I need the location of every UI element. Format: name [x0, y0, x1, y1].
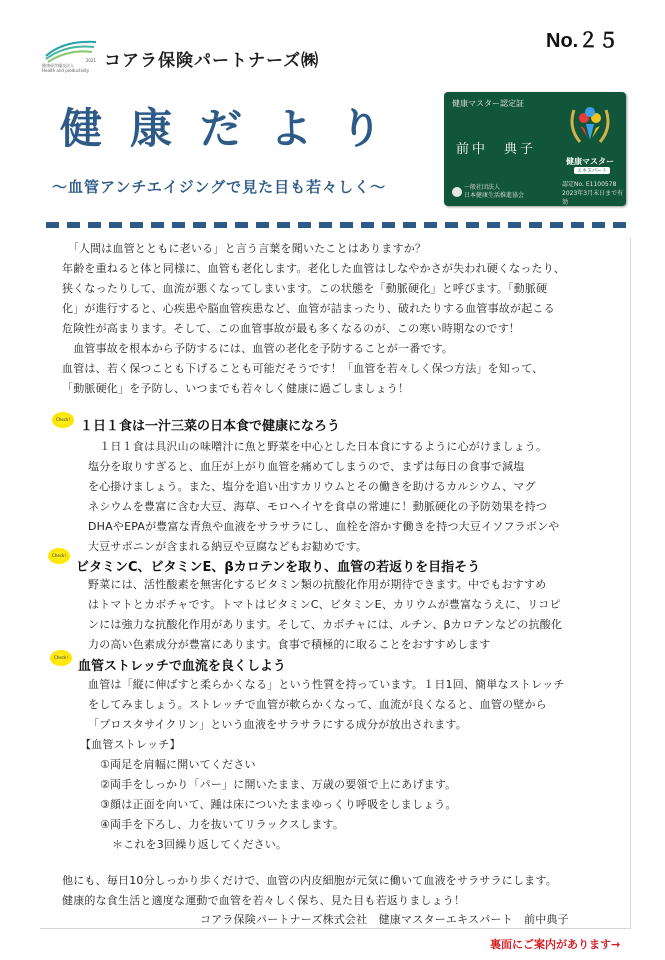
- card-cert-expiry: 2023年3月末日まで有効: [562, 190, 624, 206]
- intro-line: 化」が進行すると、心疾患や脳血管疾患など、血管が詰まったり、破れたりする血管事故が起こる: [62, 302, 555, 315]
- newsletter-subtitle: 〜血管アンチエイジングで見た目も若々しく〜: [52, 178, 387, 196]
- section-line: １日１食は具沢山の味噌汁に魚と野菜を中心とした日本食にするように心がけましょう。: [88, 440, 548, 453]
- card-certification: [562, 180, 626, 207]
- section-heading: 血管ストレッチで血流を良くしよう: [78, 659, 286, 674]
- section-line: を心掛けましょう。また、塩分を追い出すカリウムとその働きを助けるカルシウム、マグ: [88, 480, 536, 493]
- intro-line: 「人間は血管とともに老いる」と言う言葉を聞いたことはありますか？: [62, 242, 427, 255]
- intro-line: 危険性が高まります。そして、この血管事故が最も多くなるのが、この寒い時期なのです！: [62, 322, 521, 335]
- section-line: DHAやEPAが豊富な青魚や血液をサラサラにし、血栓を溶かす働きを持つ大豆イソフラボンや: [88, 520, 560, 533]
- section-line: 塩分を取りすぎると、血圧が上がり血管を痛めてしまうので、まずは毎日の食事で減塩: [88, 460, 525, 473]
- section-line: 大豆サポニンが含まれる納豆や豆腐などもお勧めです。: [88, 540, 368, 553]
- next-page-notice: 裏面にご案内があります→: [490, 938, 621, 951]
- section-line: 野菜には、活性酸素を無害化するビタミン類の抗酸化作用が期待できます。中でもおすすめ: [88, 578, 547, 591]
- health-master-certificate-card: [444, 92, 626, 206]
- section-line: をしてみましょう。ストレッチで血管が軟らかくなって、血流が良くなると、血管の壁から: [88, 698, 547, 711]
- card-org-line: 日本健康生活推進協会: [464, 192, 525, 199]
- section-line: 血管は「縦に伸ばすと柔らかくなる」という性質を持っています。１日1回、簡単なストレッチ: [88, 678, 565, 691]
- stretch-step: ①両足を肩幅に開いてください: [100, 758, 256, 771]
- logo-year: 2021: [85, 58, 96, 63]
- section-heading: １日１食は一汁三菜の日本食で健康になろう: [80, 419, 341, 434]
- section-line: ンには強力な抗酸化作用があります。そして、カボチャには、ルチン、βカロテンなどの抗酸化: [88, 618, 563, 631]
- intro-line: 血管事故を根本から予防するには、血管の老化を予防することが一番です。: [62, 342, 454, 355]
- card-org-line: 一般社団法人: [464, 184, 501, 191]
- closing-line: 他にも、毎日10分しっかり歩くだけで、血管の内皮細胞が元気に働いて血液をサラサラにします。: [62, 874, 557, 887]
- company-name: コアラ保険パートナーズ㈱: [104, 51, 320, 71]
- section-heading: ビタミンC、ビタミンE、βカロテンを取り、血管の若返りを目指そう: [76, 560, 481, 575]
- signature: コアラ保険パートナーズ株式会社 健康マスターエキスパート 前中典子: [200, 913, 569, 926]
- section-line: 「プロスタサイクリン」という血液をサラサラにする成分が放出されます。: [88, 718, 467, 731]
- intro-line: 狭くなったりして、血流が悪くなってしまいます。この状態を「動脈硬化」と呼びます。「動脈硬: [62, 282, 548, 295]
- health-master-emblem-icon: [562, 98, 618, 154]
- card-title: 健康マスター認定証: [452, 99, 524, 108]
- card-cert-number: 認定No. E1100578: [562, 181, 617, 188]
- card-master-label: 健康マスター: [566, 157, 614, 166]
- card-holder-name: 前中 典子: [456, 142, 537, 157]
- newsletter-title: 健康だより: [60, 104, 411, 153]
- intro-line: 血管は、若く保つことも下げることも可能だそうです！「血管を若々しく保つ方法」を知って、: [62, 362, 544, 375]
- intro-line: 年齢を重ねると体と同様に、血管も老化します。老化した血管はしなやかさが失われ硬くなったり、: [62, 262, 566, 275]
- dashed-divider: [46, 222, 630, 228]
- section-line: ネシウムを豊富に含む大豆、海草、モロヘイヤを食卓の常連に！動脈硬化の予防効果を持つ: [88, 500, 548, 513]
- association-logo-icon: [452, 187, 462, 197]
- stretch-step: ④両手を下ろし、力を抜いてリラックスします。: [100, 818, 345, 831]
- card-expert-label: エキスパート: [574, 167, 610, 174]
- logo-caption-line: Health and productivity: [42, 68, 90, 73]
- check-bubble-icon: Check!: [52, 412, 74, 428]
- check-bubble-icon: Check!: [50, 650, 72, 666]
- stretch-note: ＊これを3回繰り返してください。: [112, 838, 288, 851]
- closing-line: 健康的な食生活と適度な運動で血管を若々しく保ち、見た目も若返りましょう！: [62, 894, 466, 907]
- logo-caption-line: 健康経営優良法人: [42, 63, 74, 68]
- issue-number: No.２５: [546, 30, 619, 52]
- section-line: 力の高い色素成分が豊富にあります。食事で積極的に取ることをおすすめします: [88, 638, 491, 651]
- stretch-step: ③顔は正面を向いて、踵は床についたままゆっくり呼吸をしましょう。: [100, 798, 457, 811]
- intro-line: 「動脈硬化」を予防し、いつまでも若々しく健康に過ごしましょう！: [62, 382, 410, 395]
- stretch-step: ②両手をしっかり「パー」に開いたまま、万歳の要領で上にあげます。: [100, 778, 457, 791]
- check-bubble-icon: Check!: [48, 548, 70, 564]
- section-line: はトマトとカボチャです。トマトはビタミンC、ビタミンE、カリウムが豊富なうえに、リコピ: [88, 598, 561, 611]
- card-organization: [464, 184, 524, 200]
- stretch-sub-heading: 【血管ストレッチ】: [80, 738, 181, 751]
